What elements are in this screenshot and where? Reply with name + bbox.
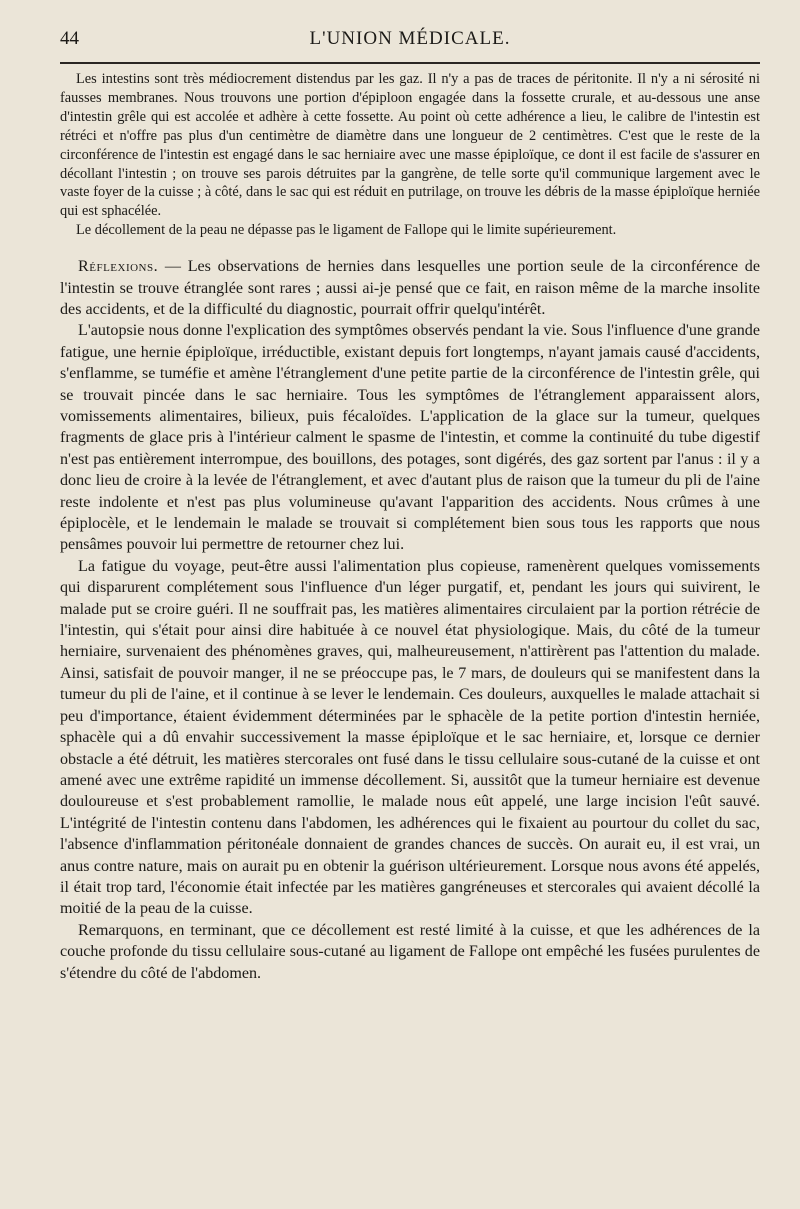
page-number: 44	[60, 28, 79, 49]
reflexions-heading: Réflexions.	[78, 258, 159, 276]
autopsy-report-block	[60, 70, 760, 240]
reflexions-paragraph	[60, 256, 760, 320]
running-title: L'UNION MÉDICALE.	[309, 28, 511, 49]
commentary-block	[60, 256, 760, 984]
header-rule	[60, 62, 760, 64]
reflexions-text: — Les observations de hernies dans lesquelles une portion seule de la circonférence de l'intestin se trouve étranglée sont rares ; aussi ai-je pensé que ce fait, en raison même de la marche insolite des accidents, et de la difficulté du diagnostic, pourrait offrir quelqu'intérêt.	[60, 258, 760, 318]
autopsy-paragraph: Le décollement de la peau ne dépasse pas le ligament de Fallope qui le limite supérieurement.	[76, 222, 617, 239]
page-header	[60, 28, 760, 62]
body-paragraph: La fatigue du voyage, peut-être aussi l'alimentation plus copieuse, ramenèrent quelques vomissements qui disparurent complétement sous l'influence d'un léger purgatif, et, pendant les jours qui suivirent, le malade put se croire guéri. Il ne souffrait pas, les matières alimentaires circulaient par la portion rétrécie de l'intestin, qui s'était pour ainsi dire habituée à ce nouvel état physiologique. Mais, du côté de la tumeur herniaire, survenaient des phénomènes graves, qui, malheureusement, n'attirèrent pas l'attention du malade. Ainsi, satisfait de pouvoir manger, il ne se préoccupe pas, le 7 mars, de douleurs qui se manifestent dans la tumeur du pli de l'aine, et il continue à se lever le lendemain. Ces douleurs, auxquelles le malade attachait si peu d'importance, étaient évidemment déterminées par le sphacèle de la petite portion d'intestin herniée, sphacèle qui a dû envahir successivement la masse épiploïque et le sac herniaire, et, lorsque ce dernier obstacle a été détruit, les matières stercorales ont fusé dans le tissu cellulaire sous-cutané de la cuisse et ont amené avec une extrême rapidité un immense décollement. Si, aussitôt que la tumeur herniaire est devenue douloureuse et s'est probablement ramollie, le malade nous eût appelé, une large incision l'eût sauvé. L'intégrité de l'intestin contenu dans l'abdomen, les adhérences qui le fixaient au pourtour du collet du sac, l'absence d'inflammation péritonéale donnaient de grandes chances de succès. On aurait eu, il est vrai, un anus contre nature, mais on aurait pu en obtenir la guérison ultérieurement. Lorsque nous avons été appelés, il était trop tard, l'économie était infectée par les matières gangréneuses et stercorales qui avaient décollé la moitié de la peau de la cuisse.	[60, 557, 760, 918]
body-paragraph: L'autopsie nous donne l'explication des symptômes observés pendant la vie. Sous l'influence d'une grande fatigue, une hernie épiploïque, irréductible, existant depuis fort longtemps, n'ayant jamais causé d'accidents, s'enflamme, se tuméfie et amène l'étranglement d'une petite partie de la circonférence de l'intestin grêle, qui se trouvait pincée dans le sac herniaire. Tous les symptômes de l'étranglement apparaissent alors, vomissements alimentaires, bilieux, puis fécaloïdes. L'application de la glace sur la tumeur, quelques fragments de glace pris à l'intérieur calment le spasme de l'intestin, et comme la continuité du tube digestif n'est pas entièrement interrompue, des bouillons, des potages, sont digérés, des gaz sortent par l'anus : il y a donc lieu de croire à la levée de l'étranglement, et avec d'autant plus de raison que la tumeur du pli de l'aine reste indolente et n'est pas plus volumineuse qu'avant l'apparition des accidents. Nous crûmes à une épiplocèle, et le lendemain le malade se trouvait si complétement bien sous tous les rapports que nous pensâmes pouvoir lui permettre de retourner chez lui.	[60, 322, 760, 554]
body-paragraph: Remarquons, en terminant, que ce décollement est resté limité à la cuisse, et que les adhérences de la couche profonde du tissu cellulaire sous-cutané au ligament de Fallope ont empêché les fusées purulentes de s'étendre du côté de l'abdomen.	[60, 921, 760, 982]
autopsy-paragraph: Les intestins sont très médiocrement distendus par les gaz. Il n'y a pas de traces de péritonite. Il n'y a ni sérosité ni fausses membranes. Nous trouvons une portion d'épiploon engagée dans la fossette crurale, et au-dessous une anse d'intestin grêle qui est accolée et adhère à cette fossette. Au point où cette adhérence a lieu, le calibre de l'intestin est rétréci et n'offre pas plus d'un centimètre de diamètre dans une longueur de 2 centimètres. C'est que le reste de la circonférence de l'intestin est engagé dans le sac herniaire avec une masse épiploïque, ce dont il est facile de s'assurer en décollant l'intestin ; on trouve ses parois détruites par la gangrène, de telle sorte qu'il communique largement avec le vaste foyer de la cuisse ; à côté, dans le sac qui est réduit en putrilage, on trouve les débris de la masse épiploïque herniée qui est sphacélée.	[60, 71, 760, 220]
